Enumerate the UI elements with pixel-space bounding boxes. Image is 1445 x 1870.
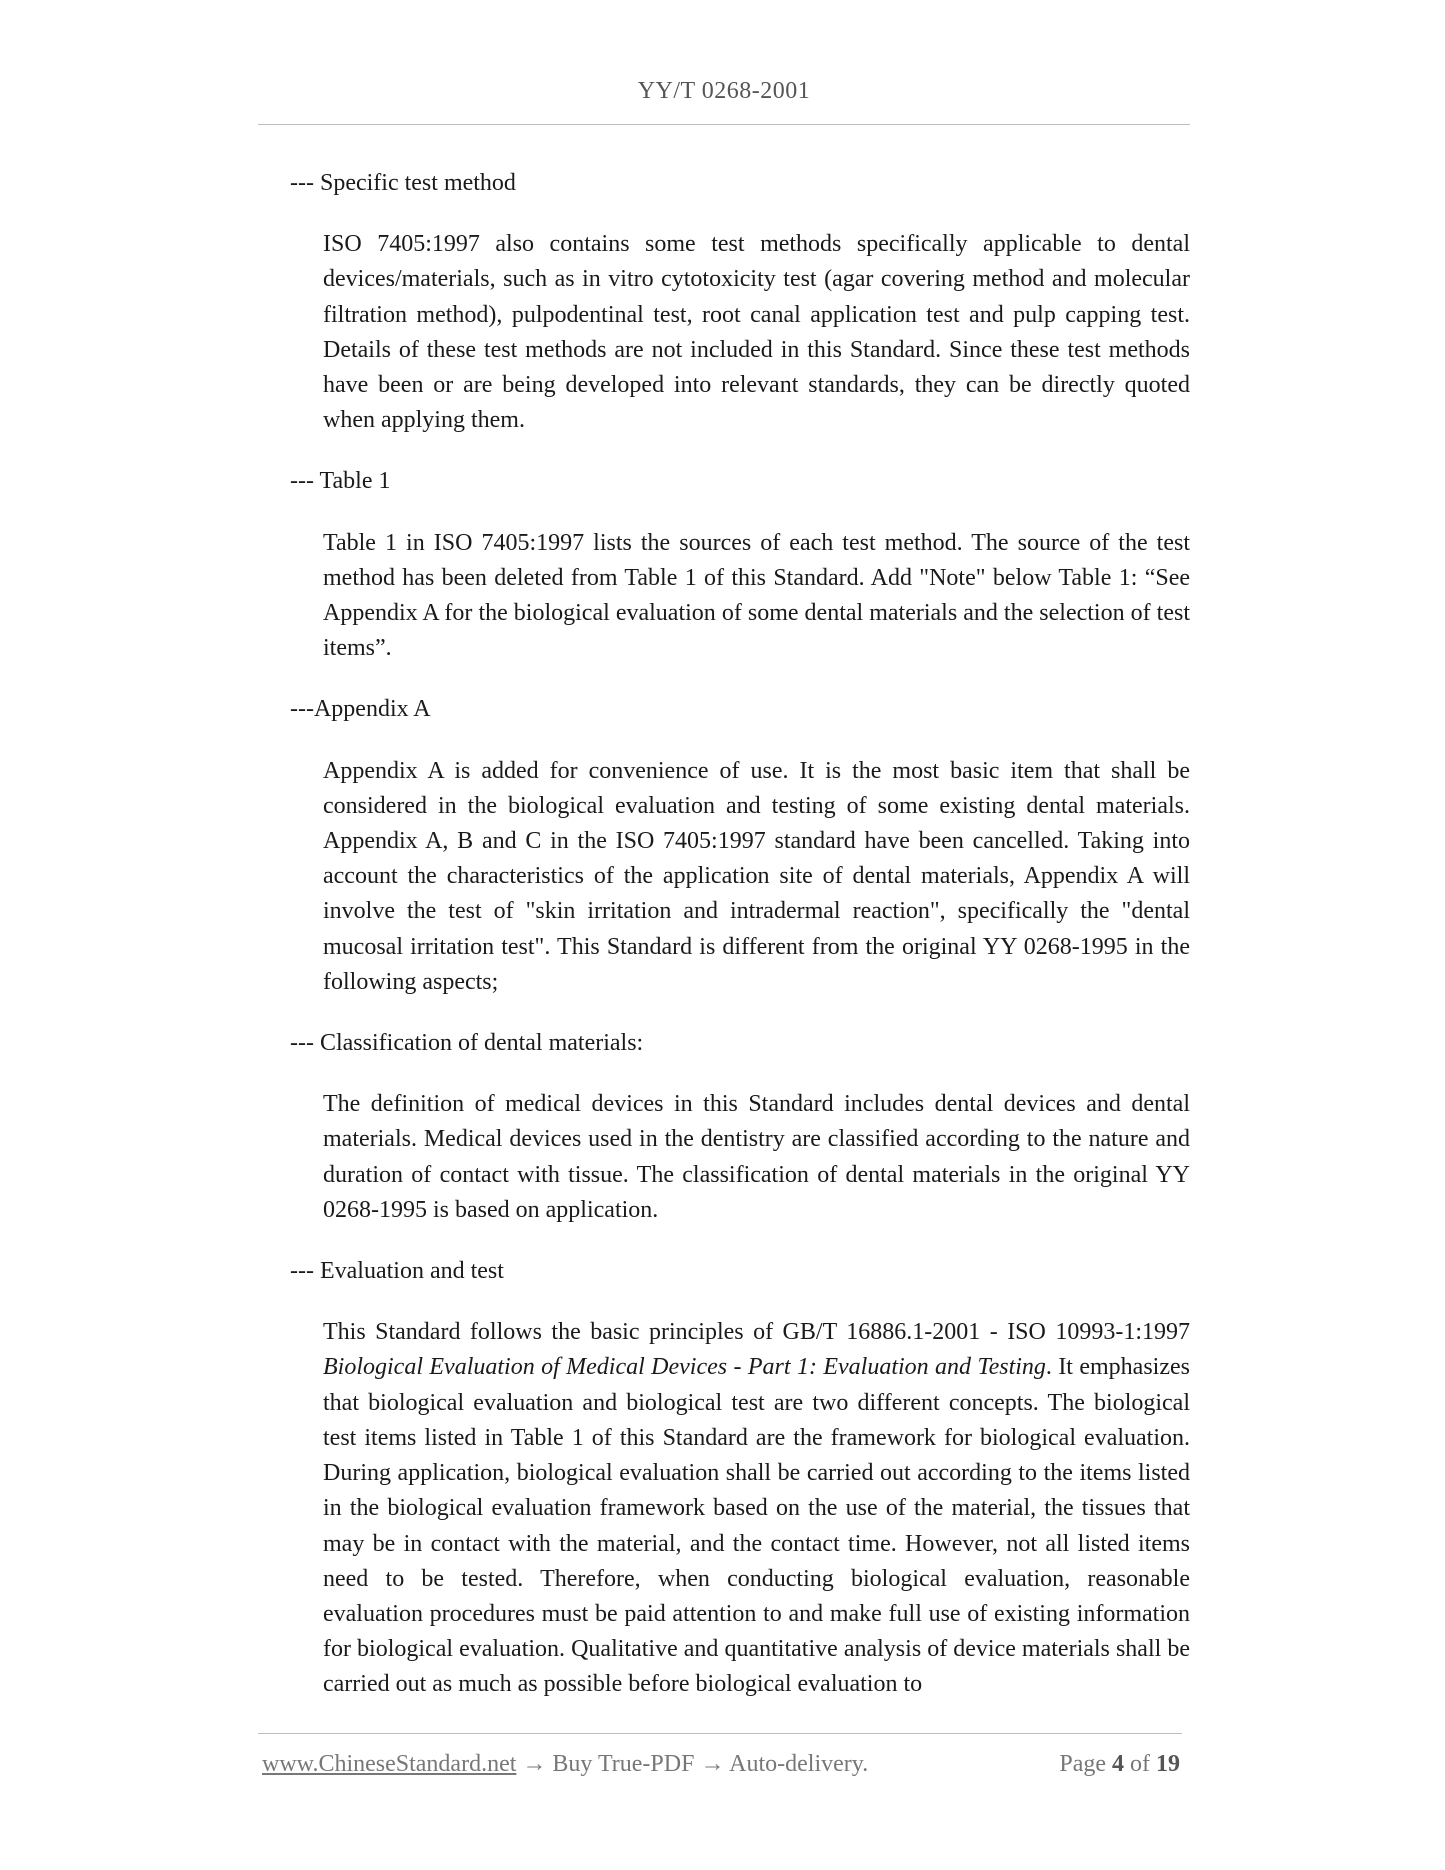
footer-divider [258,1733,1182,1734]
section-paragraph: Appendix A is added for convenience of use. It is the most basic item that shall be considered in the biological evaluation and testing of some existing dental materials. Appendix A, B and C in the ISO 7405:1997 standard have been cancelled. Taking into account the characteristics of the application site of dental materials, Appendix A will involve the test of "skin irritation and intradermal reaction", specifically the "dental mucosal irritation test". This Standard is different from the original YY 0268-1995 in the following aspects; [323,757,1190,995]
paragraph-text-end: . It emphasizes that biological evaluation and biological test are two different concepts. The biological test items listed in Table 1 of this Standard are the framework for biological evaluation. During application, biological evaluation shall be carried out according to the items listed in the biological evaluation framework based on the use of the material, the tissues that may be in contact with the material, and the contact time. However, not all listed items need to be tested. Therefore, when conducting biological evaluation, reasonable evaluation procedures must be paid attention to and make full use of existing information for biological evaluation. Qualitative and quantitative analysis of device materials shall be carried out as much as possible before biological evaluation to [323,1354,1190,1698]
section-heading: ---Appendix A [290,696,431,723]
cited-standard-title: Biological Evaluation of Medical Devices - Part 1: Evaluation and Testing [323,1354,1046,1381]
header-divider [258,124,1190,125]
auto-delivery-text: Auto-delivery. [729,1751,869,1777]
arrow-right-icon: → [700,1751,725,1777]
section-table-1 [290,464,1190,666]
section-evaluation-and-test [290,1254,1190,1702]
section-paragraph: Table 1 in ISO 7405:1997 lists the sources of each test method. The source of the test method has been deleted from Table 1 of this Standard. Add "Note" below Table 1: “See Appendix A for the biological evaluation of some dental materials and the selection of test items”. [323,529,1190,662]
section-classification-dental-materials [290,1026,1190,1228]
paragraph-text-start: This Standard follows the basic principles of GB/T 16886.1-2001 - ISO 10993-1:1997 [323,1319,1190,1346]
page-label: Page [1059,1751,1106,1777]
page-number [1059,1751,1180,1778]
section-specific-test-method [290,166,1190,438]
footer-promo [262,1751,868,1778]
buy-true-pdf-text: Buy True-PDF [552,1751,695,1777]
section-paragraph [323,1315,1190,1702]
section-appendix-a [290,692,1190,1000]
section-heading: --- Table 1 [290,468,391,495]
page-current: 4 [1112,1751,1124,1777]
section-paragraph: ISO 7405:1997 also contains some test methods specifically applicable to dental devices/materials, such as in vitro cytotoxicity test (agar covering method and molecular filtration method), pulpodentinal test, root canal application test and pulp capping test. Details of these test methods are not included in this Standard. Since these test methods have been or are being developed into relevant standards, they can be directly quoted when applying them. [323,231,1190,434]
chinesestandard-link[interactable]: www.ChineseStandard.net [262,1751,517,1777]
section-paragraph: The definition of medical devices in this Standard includes dental devices and dental materials. Medical devices used in the dentistry are classified according to the nature and duration of contact with tissue. The classification of dental materials in the original YY 0268-1995 is based on application. [323,1091,1190,1223]
page-header-standard-code: YY/T 0268-2001 [637,78,811,104]
page-total: 19 [1156,1751,1180,1777]
section-heading: --- Evaluation and test [290,1258,504,1285]
section-heading: --- Specific test method [290,170,516,196]
page-of-label: of [1130,1751,1150,1777]
section-heading: --- Classification of dental materials: [290,1030,644,1057]
document-body [290,166,1190,1729]
arrow-right-icon: → [522,1751,547,1777]
